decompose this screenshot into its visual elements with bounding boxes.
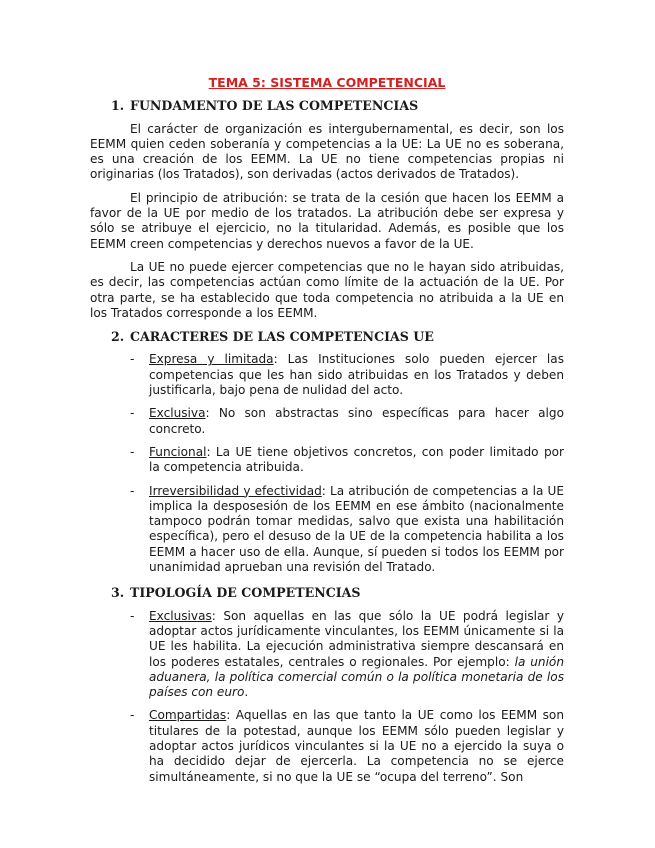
term: Expresa y limitada xyxy=(149,352,274,367)
term: Compartidas xyxy=(149,708,227,723)
section-title: TIPOLOGÍA DE COMPETENCIAS xyxy=(130,585,361,601)
term: Exclusivas xyxy=(149,608,212,623)
item-tail: . xyxy=(244,685,249,700)
item-text: : La UE tiene objetivos concretos, con poder limitado por la competencia atribuida. xyxy=(149,444,564,475)
typology-list xyxy=(90,609,564,785)
paragraph: La UE no puede ejercer competencias que no le hayan sido atribuidas, es decir, las competencias actúan como límite de la actuación de la UE. Por otra parte, se ha establecido que toda competencia no atribuida a la UE en los Tratados corresponde a los EEMM. xyxy=(90,259,564,320)
list-item xyxy=(90,445,564,476)
section-heading xyxy=(90,329,564,344)
section-heading xyxy=(90,98,564,113)
example-italic: la unión aduanera, la política comercial común o la política monetaria de los países con euro xyxy=(149,654,564,700)
section-number: 1. xyxy=(111,98,125,114)
dash-bullet: - xyxy=(130,444,135,459)
list-item xyxy=(90,484,564,576)
item-text: : Aquellas en las que tanto la UE como los EEMM son titulares de la potestad, aunque los EEMM sólo pueden legislar y adoptar actos jurídicos vinculantes si la UE no a ejercido la suya o ha decidido dejar de ejercerla. La competencia no se ejerce simultáneamente, si no que la UE se “ocupa del terreno”. Son xyxy=(149,708,564,784)
section-number: 2. xyxy=(111,329,125,345)
characteristics-list xyxy=(90,352,564,575)
term: Exclusiva xyxy=(149,406,206,421)
dash-bullet: - xyxy=(130,352,135,367)
dash-bullet: - xyxy=(130,708,135,723)
paragraph: El carácter de organización es intergubernamental, es decir, son los EEMM quien ceden soberanía y competencias a la UE: La UE no es soberana, es una creación de los EEMM. La UE no tiene competencias propias ni originarias (los Tratados), son derivadas (actos derivados de Tratados). xyxy=(90,121,564,182)
term: Irreversibilidad y efectividad xyxy=(149,483,322,498)
section-title: CARACTERES DE LAS COMPETENCIAS UE xyxy=(130,329,434,345)
list-item xyxy=(90,609,564,701)
list-item xyxy=(90,352,564,398)
dash-bullet: - xyxy=(130,406,135,421)
document-title: TEMA 5: SISTEMA COMPETENCIAL xyxy=(208,75,446,90)
section-number: 3. xyxy=(111,585,125,601)
paragraph: El principio de atribución: se trata de la cesión que hacen los EEMM a favor de la UE por medio de los tratados. La atribución debe ser expresa y sólo se atribuye el ejercicio, no la titularidad. Además, es posible que los EEMM creen competencias y derechos nuevos a favor de la UE. xyxy=(90,190,564,251)
list-item xyxy=(90,406,564,437)
dash-bullet: - xyxy=(130,483,135,498)
item-text: : Son aquellas en las que sólo la UE podrá legislar y adoptar actos jurídicamente vinculantes, los EEMM únicamente si la UE les habilita. La ejecución administrativa siempre descansará en los poderes estatales, centrales o regionales. Por ejemplo: xyxy=(149,608,564,669)
item-text: : No son abstractas sino específicas para hacer algo concreto. xyxy=(149,406,564,436)
item-text: : La atribución de competencias a la UE implica la desposesión de los EEMM en ese ámbito (nacionalmente tampoco podrán tomar medidas, salvo que exista una habilitación específica), pero el desuso de la UE de la competencia habilita a los EEMM a hacer uso de ella. Aunque, sí pueden si todos los EEMM por unanimidad aprueban una revisión del Tratado. xyxy=(149,483,564,575)
term: Funcional xyxy=(149,444,207,459)
item-text: : Las Instituciones solo pueden ejercer las competencias que les han sido atribuidas en los Tratados y deben justificarla, bajo pena de nulidad del acto. xyxy=(149,352,564,398)
document-body xyxy=(90,75,564,795)
dash-bullet: - xyxy=(130,608,135,623)
list-item xyxy=(90,708,564,784)
section-title: FUNDAMENTO DE LAS COMPETENCIAS xyxy=(130,98,419,114)
section-heading xyxy=(90,585,564,600)
